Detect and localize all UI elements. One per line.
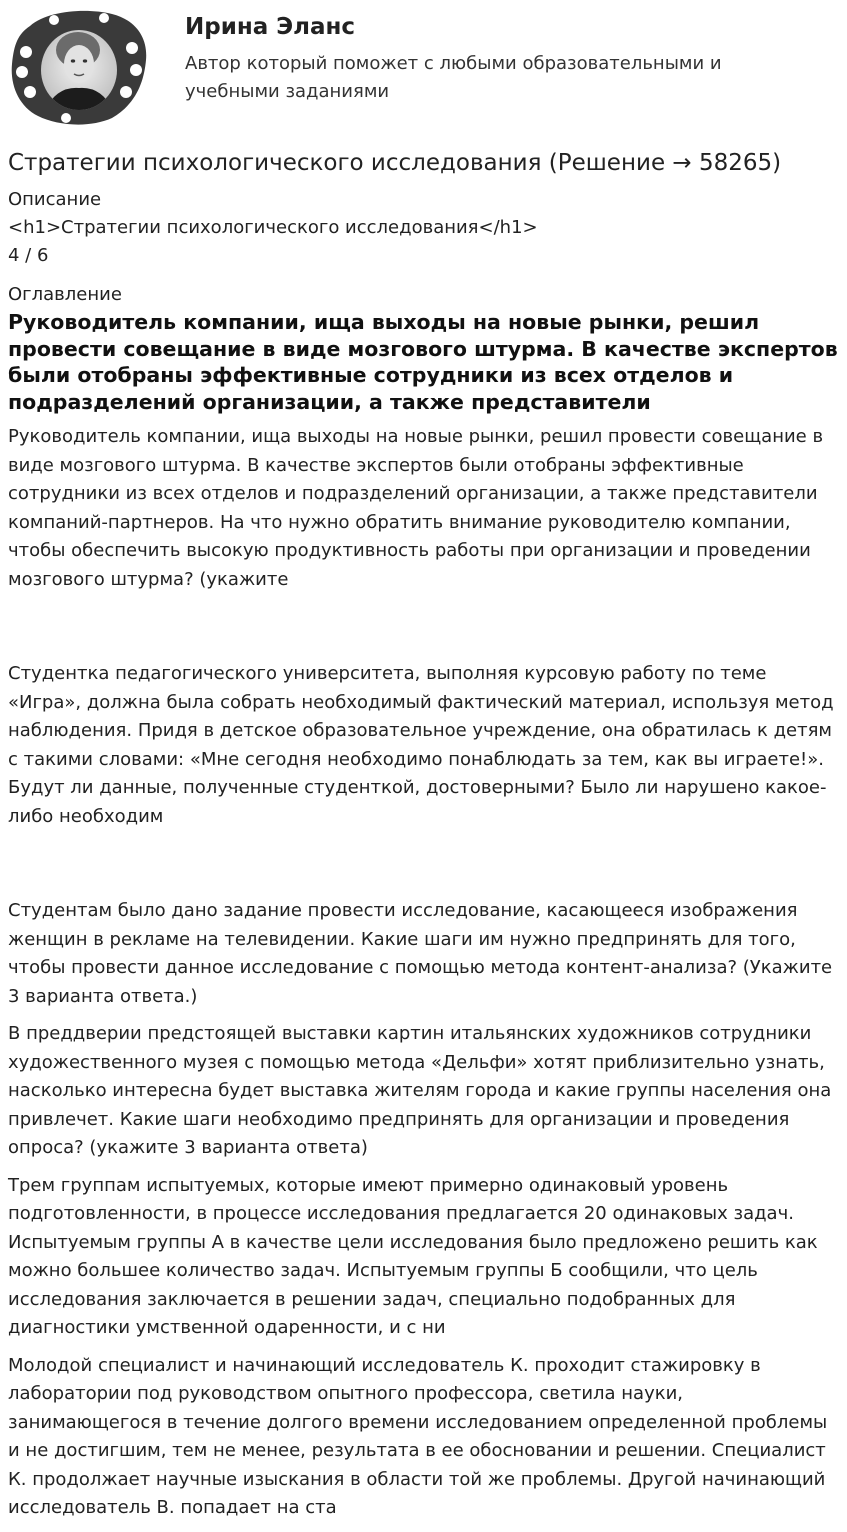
author-name[interactable]: Ирина Эланс xyxy=(185,14,356,40)
author-description: Автор который поможет с любыми образовательными и учебными заданиями xyxy=(185,53,722,102)
page-title: Стратегии психологического исследования (Решение → 58265) xyxy=(8,150,782,176)
paragraph-6: Молодой специалист и начинающий исследователь К. проходит стажировку в лаборатории под руководством опытного профессора, светила науки, занимающегося в течение долгого времени исследованием определенной проблемы и не достигшим, тем не менее, результата в ее обосновании и решении. Специалист К. продолжает научные изыскания в области той же проблемы. Другой начинающий исследователь В. попадает на ста xyxy=(8,1354,828,1518)
raw-heading-text: <h1>Стратегии психологического исследования</h1> xyxy=(8,217,538,238)
paragraph-3: Студентам было дано задание провести исследование, касающееся изображения женщин в рекламе на телевидении. Какие шаги им нужно предпринять для того, чтобы провести данное исследование с помощью метода контент-анализа? (Укажите 3 варианта ответа.) xyxy=(8,900,833,1007)
page-counter: 4 / 6 xyxy=(8,245,49,266)
toc-heading[interactable]: Руководитель компании, ища выходы на новые рынки, решил провести совещание в виде мозгового штурма. В качестве экспертов были отобраны эффективные сотрудники из всех отделов и подразделений организации, а также представители xyxy=(8,310,838,414)
main-content xyxy=(8,146,840,1532)
author-header xyxy=(0,0,847,130)
paragraph-5: Трем группам испытуемых, которые имеют примерно одинаковый уровень подготовленности, в процессе исследования предлагается 20 одинаковых задач. Испытуемым группы А в качестве цели исследования было предложено решить как можно большее количество задач. Испытуемым группы Б сообщили, что цель исследования заключается в решении задач, специально подобранных для диагностики умственной одаренности, и с ни xyxy=(8,1174,818,1338)
toc-label: Оглавление xyxy=(8,284,122,305)
avatar[interactable] xyxy=(8,8,150,126)
spacer xyxy=(8,270,840,281)
description-label: Описание xyxy=(8,189,102,210)
avatar-film-frame-icon xyxy=(8,8,150,126)
paragraph-2: Студентка педагогического университета, выполняя курсовую работу по теме «Игра», должна была собрать необходимый фактический материал, используя метод наблюдения. Придя в детское образовательное учреждение, она обратилась к детям с такими словами: «Мне сегодня необходимо понаблюдать за тем, как вы играете!». Будут ли данные, полученные студенткой, достоверными? Было ли нарушено какое-либо необходим xyxy=(8,663,834,827)
paragraph-4: В преддверии предстоящей выставки картин итальянских художников сотрудники художественного музея с помощью метода «Дельфи» хотят приблизительно узнать, насколько интересна будет выставка жителям города и какие группы населения она привлечет. Какие шаги необходимо предпринять для организации и проведения опроса? (укажите 3 варианта ответа) xyxy=(8,1023,832,1158)
paragraph-1: Руководитель компании, ища выходы на новые рынки, решил провести совещание в виде мозгового штурма. В качестве экспертов были отобраны эффективные сотрудники из всех отделов и подразделений организации, а также представители компаний-партнеров. На что нужно обратить внимание руководителю компании, чтобы обеспечить высокую продуктивность работы при организации и проведении мозгового штурма? (укажите xyxy=(8,426,824,590)
